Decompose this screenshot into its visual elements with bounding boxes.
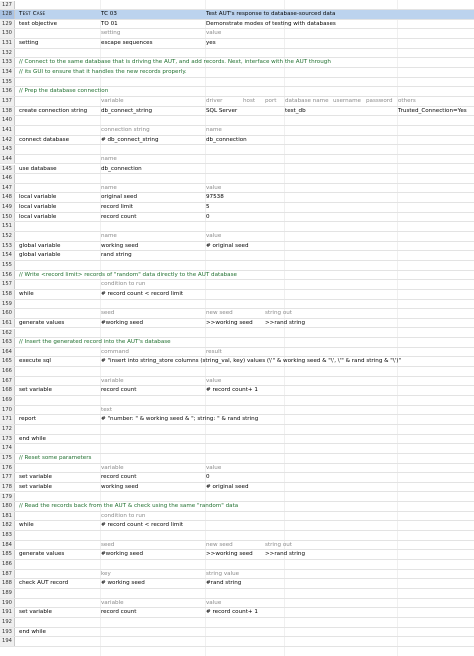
table-row[interactable] <box>0 637 474 647</box>
row-number[interactable]: 134 <box>0 68 15 77</box>
cell[interactable]: global variable <box>19 252 61 259</box>
column-label-cell[interactable]: new seed <box>206 310 233 317</box>
row-number[interactable]: 193 <box>0 628 15 637</box>
column-label-cell[interactable]: others <box>398 97 416 104</box>
row-number[interactable]: 194 <box>0 637 15 646</box>
comment-cell[interactable]: // Read the records back from the AUT & check using the same "random" data <box>19 503 239 510</box>
column-label-cell[interactable]: seed <box>101 310 115 317</box>
table-row[interactable] <box>0 107 474 117</box>
table-row[interactable] <box>0 222 474 232</box>
table-row[interactable] <box>0 319 474 329</box>
table-row[interactable] <box>0 184 474 194</box>
table-row[interactable] <box>0 232 474 242</box>
table-row[interactable] <box>0 136 474 146</box>
table-row[interactable] <box>0 628 474 638</box>
column-label-cell[interactable]: string out <box>265 310 292 317</box>
table-row[interactable] <box>0 193 474 203</box>
row-number[interactable]: 182 <box>0 521 15 530</box>
cell[interactable]: # record count < record limit <box>101 290 184 297</box>
row-number[interactable]: 137 <box>0 97 15 106</box>
column-label-cell[interactable]: value <box>206 599 222 606</box>
table-row[interactable] <box>0 560 474 570</box>
table-row[interactable] <box>0 550 474 560</box>
cell[interactable]: >>working seed <box>206 551 253 558</box>
table-row[interactable] <box>0 251 474 261</box>
table-row[interactable] <box>0 97 474 107</box>
cell[interactable]: # "insert into string_store columns (string_val, key) values (\'" & working seed & "\', \'" & rand string & "\')" <box>101 358 402 365</box>
row-number[interactable]: 166 <box>0 367 15 376</box>
table-row[interactable] <box>0 39 474 49</box>
column-label-cell[interactable]: variable <box>101 464 124 471</box>
cell[interactable]: record count <box>101 387 137 394</box>
cell[interactable]: Test Case <box>19 11 46 18</box>
row-number[interactable]: 180 <box>0 502 15 511</box>
cell[interactable]: Test AUT's response to database-sourced data <box>206 11 336 18</box>
cell[interactable]: local variable <box>19 204 57 211</box>
cell[interactable]: connect database <box>19 136 70 143</box>
cell[interactable]: execute sql <box>19 358 51 365</box>
row-number[interactable]: 128 <box>0 10 15 19</box>
table-row[interactable] <box>0 464 474 474</box>
table-row[interactable] <box>0 261 474 271</box>
column-label-cell[interactable]: seed <box>101 541 115 548</box>
row-number[interactable]: 162 <box>0 329 15 338</box>
comment-cell[interactable]: // Connect to the same database that is driving the AUT, and add records. Next, interface with the AUT through <box>19 59 331 66</box>
table-row[interactable] <box>0 49 474 59</box>
cell[interactable]: record count <box>101 474 137 481</box>
table-row[interactable] <box>0 425 474 435</box>
cell[interactable]: db_connection <box>101 165 142 172</box>
cell[interactable]: rand string <box>101 252 132 259</box>
column-label-cell[interactable]: name <box>101 233 117 240</box>
column-label-cell[interactable]: connection string <box>101 126 150 133</box>
row-number[interactable]: 173 <box>0 435 15 444</box>
row-number[interactable]: 171 <box>0 415 15 424</box>
row-number[interactable]: 181 <box>0 512 15 521</box>
row-number[interactable]: 154 <box>0 251 15 260</box>
column-label-cell[interactable]: variable <box>101 377 124 384</box>
cell[interactable]: # record count+ 1 <box>206 387 258 394</box>
row-number[interactable]: 159 <box>0 300 15 309</box>
cell[interactable]: record limit <box>101 204 133 211</box>
cell[interactable]: local variable <box>19 194 57 201</box>
cell[interactable]: end while <box>19 435 46 442</box>
row-number[interactable]: 191 <box>0 608 15 617</box>
row-number[interactable]: 129 <box>0 20 15 29</box>
cell[interactable]: 97538 <box>206 194 224 201</box>
table-row[interactable] <box>0 473 474 483</box>
cell[interactable]: end while <box>19 628 46 635</box>
table-row[interactable] <box>0 213 474 223</box>
comment-cell[interactable]: // its GUI to ensure that it handles the new records properly. <box>19 69 187 76</box>
column-label-cell[interactable]: database name <box>285 97 329 104</box>
row-number[interactable]: 155 <box>0 261 15 270</box>
cell[interactable]: while <box>19 522 34 529</box>
cell[interactable]: # original seed <box>206 242 249 249</box>
cell[interactable]: >>working seed <box>206 319 253 326</box>
cell[interactable]: local variable <box>19 213 57 220</box>
row-number[interactable]: 168 <box>0 386 15 395</box>
row-number[interactable]: 127 <box>0 1 15 10</box>
comment-cell[interactable]: // Prep the database connection <box>19 88 109 95</box>
cell[interactable]: # "number: " & working seed & "; string: " & rand string <box>101 416 259 423</box>
cell[interactable]: record count <box>101 213 137 220</box>
cell[interactable]: db_connection <box>206 136 247 143</box>
cell[interactable]: while <box>19 290 34 297</box>
cell[interactable]: >>rand string <box>265 319 306 326</box>
cell[interactable]: test_db <box>285 107 306 114</box>
table-row[interactable] <box>0 357 474 367</box>
row-number[interactable]: 188 <box>0 579 15 588</box>
cell[interactable]: create connection string <box>19 107 88 114</box>
row-number[interactable]: 152 <box>0 232 15 241</box>
column-label-cell[interactable]: variable <box>101 599 124 606</box>
cell[interactable]: #working seed <box>101 551 143 558</box>
table-row[interactable] <box>0 570 474 580</box>
row-number[interactable]: 130 <box>0 29 15 38</box>
table-row[interactable] <box>0 155 474 165</box>
table-row[interactable] <box>0 599 474 609</box>
column-label-cell[interactable]: string out <box>265 541 292 548</box>
table-row[interactable] <box>0 300 474 310</box>
row-number[interactable]: 187 <box>0 570 15 579</box>
column-label-cell[interactable]: key <box>101 570 111 577</box>
column-label-cell[interactable]: value <box>206 233 222 240</box>
column-label-cell[interactable]: condition to run <box>101 281 146 288</box>
table-row[interactable] <box>0 386 474 396</box>
table-row[interactable] <box>0 242 474 252</box>
cell[interactable]: original seed <box>101 194 138 201</box>
row-number[interactable]: 135 <box>0 78 15 87</box>
table-row[interactable] <box>0 579 474 589</box>
table-row[interactable] <box>0 367 474 377</box>
cell[interactable]: # original seed <box>206 483 249 490</box>
table-row[interactable] <box>0 618 474 628</box>
table-row[interactable] <box>0 483 474 493</box>
cell[interactable]: # record count+ 1 <box>206 609 258 616</box>
table-row[interactable] <box>0 145 474 155</box>
comment-cell[interactable]: // Insert the generated record into the AUT's database <box>19 339 171 346</box>
comment-cell[interactable]: // Write <record limit> records of "random" data directly to the AUT database <box>19 271 237 278</box>
row-number[interactable]: 183 <box>0 531 15 540</box>
row-number[interactable]: 138 <box>0 107 15 116</box>
table-row[interactable] <box>0 329 474 339</box>
column-label-cell[interactable]: string value <box>206 570 240 577</box>
cell[interactable]: SQL Server <box>206 107 238 114</box>
cell[interactable]: 5 <box>206 204 210 211</box>
cell[interactable]: report <box>19 416 37 423</box>
row-number[interactable]: 146 <box>0 174 15 183</box>
cell[interactable]: >>rand string <box>265 551 306 558</box>
table-row[interactable] <box>0 165 474 175</box>
table-row[interactable] <box>0 444 474 454</box>
row-number[interactable]: 142 <box>0 136 15 145</box>
table-row[interactable] <box>0 116 474 126</box>
table-row[interactable] <box>0 203 474 213</box>
row-number[interactable]: 140 <box>0 116 15 125</box>
column-label-cell[interactable]: setting <box>101 30 121 37</box>
table-row[interactable] <box>0 338 474 348</box>
row-number[interactable]: 176 <box>0 464 15 473</box>
table-row[interactable] <box>0 396 474 406</box>
column-label-cell[interactable]: name <box>101 184 117 191</box>
comment-cell[interactable]: // Reset some parameters <box>19 454 92 461</box>
row-number[interactable]: 167 <box>0 377 15 386</box>
cell[interactable]: # db_connect_string <box>101 136 159 143</box>
cell[interactable]: Trusted_Connection=Yes <box>398 107 467 114</box>
row-number[interactable]: 136 <box>0 87 15 96</box>
table-row[interactable] <box>0 493 474 503</box>
row-number[interactable]: 149 <box>0 203 15 212</box>
cell[interactable]: test objective <box>19 20 58 27</box>
row-number[interactable]: 172 <box>0 425 15 434</box>
row-number[interactable]: 132 <box>0 49 15 58</box>
cell[interactable]: record count <box>101 609 137 616</box>
column-label-cell[interactable]: variable <box>101 97 124 104</box>
cell[interactable]: working seed <box>101 483 139 490</box>
column-label-cell[interactable]: value <box>206 464 222 471</box>
row-number[interactable]: 192 <box>0 618 15 627</box>
row-number[interactable]: 143 <box>0 145 15 154</box>
column-label-cell[interactable]: host <box>243 97 256 104</box>
row-number[interactable]: 151 <box>0 222 15 231</box>
cell[interactable]: db_connect_string <box>101 107 153 114</box>
row-number[interactable]: 174 <box>0 444 15 453</box>
cell[interactable]: # working seed <box>101 580 145 587</box>
row-number[interactable]: 177 <box>0 473 15 482</box>
column-label-cell[interactable]: value <box>206 377 222 384</box>
column-label-cell[interactable]: username <box>333 97 361 104</box>
column-label-cell[interactable]: name <box>101 155 117 162</box>
cell[interactable]: check AUT record <box>19 580 69 587</box>
table-row[interactable] <box>0 377 474 387</box>
row-number[interactable]: 158 <box>0 290 15 299</box>
table-row[interactable] <box>0 20 474 30</box>
table-row[interactable] <box>0 290 474 300</box>
table-row[interactable] <box>0 68 474 78</box>
table-row[interactable] <box>0 415 474 425</box>
row-number[interactable]: 150 <box>0 213 15 222</box>
column-label-cell[interactable]: text <box>101 406 113 413</box>
cell[interactable]: set variable <box>19 609 52 616</box>
row-number[interactable]: 133 <box>0 58 15 67</box>
table-row[interactable] <box>0 1 474 11</box>
row-number[interactable]: 141 <box>0 126 15 135</box>
table-row[interactable] <box>0 10 474 20</box>
cell[interactable]: set variable <box>19 474 52 481</box>
column-label-cell[interactable]: port <box>265 97 277 104</box>
table-row[interactable] <box>0 87 474 97</box>
table-row[interactable] <box>0 406 474 416</box>
cell[interactable]: use database <box>19 165 57 172</box>
column-label-cell[interactable]: value <box>206 30 222 37</box>
cell[interactable]: TO 01 <box>101 20 118 27</box>
cell[interactable]: generate values <box>19 319 65 326</box>
table-row[interactable] <box>0 309 474 319</box>
row-number[interactable]: 186 <box>0 560 15 569</box>
cell[interactable]: set variable <box>19 387 52 394</box>
table-row[interactable] <box>0 174 474 184</box>
row-number[interactable]: 164 <box>0 348 15 357</box>
row-number[interactable]: 153 <box>0 242 15 251</box>
table-row[interactable] <box>0 531 474 541</box>
table-row[interactable] <box>0 29 474 39</box>
row-number[interactable]: 148 <box>0 193 15 202</box>
row-number[interactable]: 170 <box>0 406 15 415</box>
row-number[interactable]: 184 <box>0 541 15 550</box>
row-number[interactable]: 179 <box>0 493 15 502</box>
column-label-cell[interactable]: condition to run <box>101 512 146 519</box>
cell[interactable]: Demonstrate modes of testing with databases <box>206 20 336 27</box>
row-number[interactable]: 185 <box>0 550 15 559</box>
column-label-cell[interactable]: driver <box>206 97 223 104</box>
row-number[interactable]: 145 <box>0 165 15 174</box>
table-row[interactable] <box>0 454 474 464</box>
cell[interactable]: # record count < record limit <box>101 522 184 529</box>
row-number[interactable]: 175 <box>0 454 15 463</box>
row-number[interactable]: 160 <box>0 309 15 318</box>
table-row[interactable] <box>0 280 474 290</box>
row-number[interactable]: 144 <box>0 155 15 164</box>
cell[interactable]: set variable <box>19 483 52 490</box>
cell[interactable]: TC 03 <box>101 11 117 18</box>
cell[interactable]: escape sequences <box>101 40 153 47</box>
column-label-cell[interactable]: result <box>206 348 222 355</box>
row-number[interactable]: 131 <box>0 39 15 48</box>
cell[interactable]: working seed <box>101 242 139 249</box>
row-number[interactable]: 189 <box>0 589 15 598</box>
table-row[interactable] <box>0 589 474 599</box>
cell[interactable]: 0 <box>206 213 210 220</box>
table-row[interactable] <box>0 512 474 522</box>
row-number[interactable]: 163 <box>0 338 15 347</box>
table-row[interactable] <box>0 78 474 88</box>
table-row[interactable] <box>0 271 474 281</box>
cell[interactable]: #rand string <box>206 580 242 587</box>
row-number[interactable]: 147 <box>0 184 15 193</box>
cell[interactable]: 0 <box>206 474 210 481</box>
table-row[interactable] <box>0 541 474 551</box>
table-row[interactable] <box>0 502 474 512</box>
column-label-cell[interactable]: password <box>366 97 393 104</box>
cell[interactable]: generate values <box>19 551 65 558</box>
cell[interactable]: #working seed <box>101 319 143 326</box>
row-number[interactable]: 157 <box>0 280 15 289</box>
cell[interactable]: setting <box>19 40 39 47</box>
cell[interactable]: yes <box>206 40 216 47</box>
row-number[interactable]: 169 <box>0 396 15 405</box>
column-label-cell[interactable]: name <box>206 126 222 133</box>
table-row[interactable] <box>0 348 474 358</box>
row-number[interactable]: 161 <box>0 319 15 328</box>
column-label-cell[interactable]: new seed <box>206 541 233 548</box>
table-row[interactable] <box>0 126 474 136</box>
table-row[interactable] <box>0 608 474 618</box>
row-number[interactable]: 190 <box>0 599 15 608</box>
cell[interactable]: global variable <box>19 242 61 249</box>
row-number[interactable]: 165 <box>0 357 15 366</box>
table-row[interactable] <box>0 521 474 531</box>
row-number[interactable]: 156 <box>0 271 15 280</box>
table-row[interactable] <box>0 435 474 445</box>
column-label-cell[interactable]: value <box>206 184 222 191</box>
row-number[interactable]: 178 <box>0 483 15 492</box>
column-label-cell[interactable]: command <box>101 348 129 355</box>
table-row[interactable] <box>0 58 474 68</box>
